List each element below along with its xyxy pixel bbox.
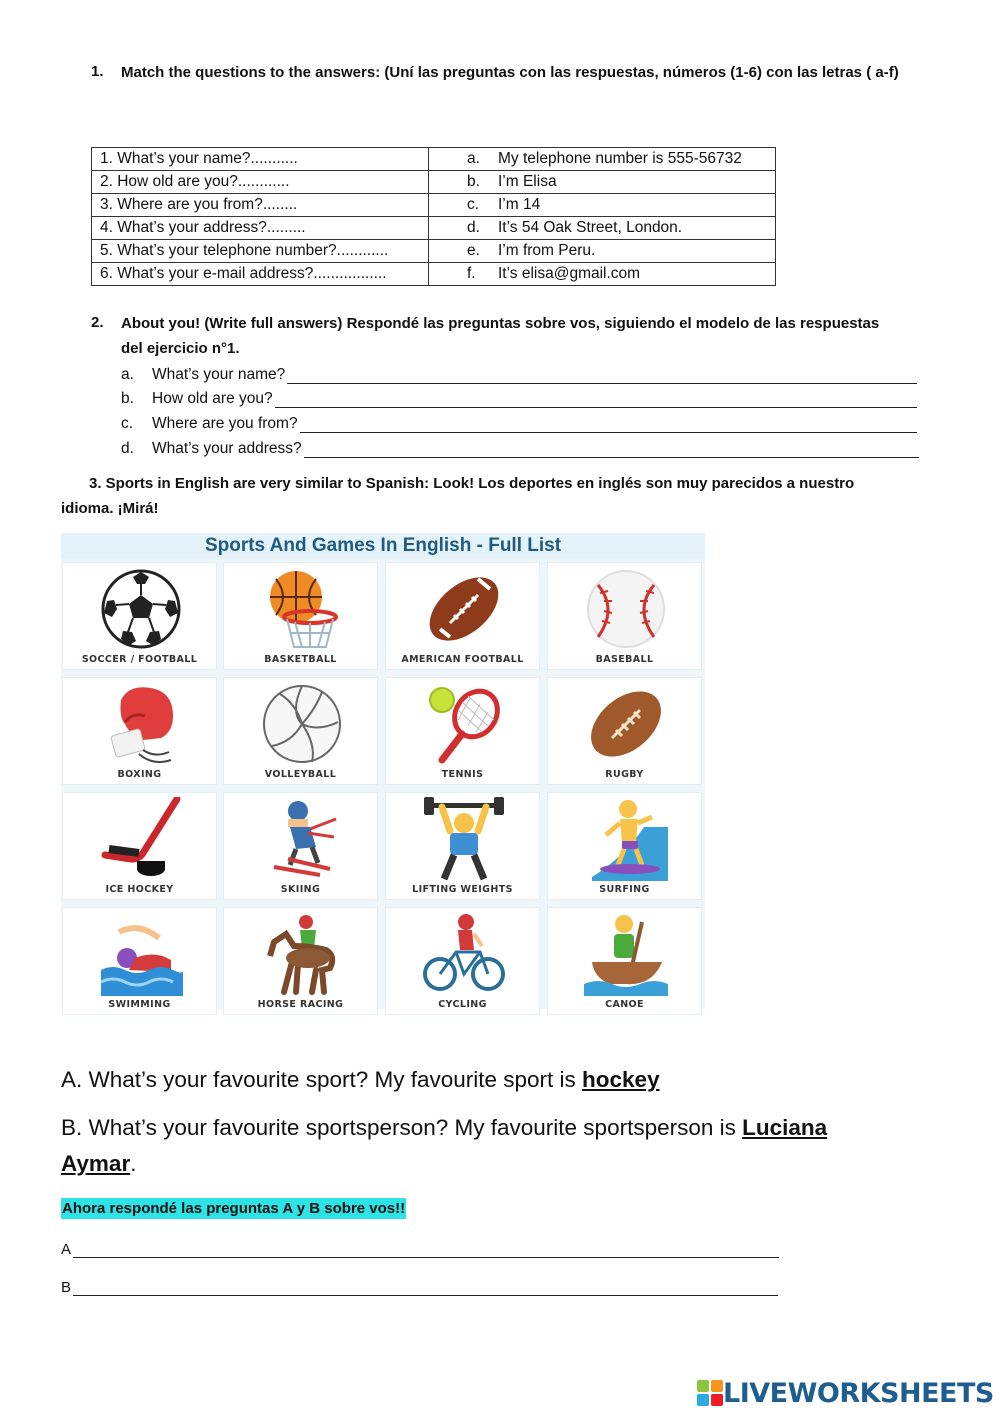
answer-cell [429, 217, 776, 240]
example-b-answer-last: Aymar [61, 1151, 131, 1176]
sport-label: SWIMMING [108, 999, 171, 1010]
example-a-question: A. What’s your favourite sport? My favourite sport is [61, 1067, 583, 1092]
answer-letter: b. [467, 173, 480, 190]
sport-label: AMERICAN FOOTBALL [401, 654, 524, 665]
exercise-2-instruction-line2: del ejercicio n°1. [121, 340, 240, 357]
write-line[interactable] [287, 367, 917, 384]
answer-line-age[interactable] [121, 386, 917, 408]
sport-card [62, 562, 217, 670]
sport-card [223, 792, 378, 900]
write-line[interactable] [304, 441, 919, 458]
answer-letter: e. [467, 242, 480, 259]
answer-line-label: B [61, 1279, 72, 1296]
exercise-1-number: 1. [91, 63, 104, 80]
exercise-1-instruction: Match the questions to the answers: (Uní las preguntas con las respuestas, números (1-6) con las letras ( a-f) [121, 64, 899, 81]
example-a-answer: hockey [582, 1067, 660, 1092]
example-b-cont [61, 1146, 136, 1182]
question-cell: 6. What’s your e-mail address?................. [92, 263, 429, 286]
sport-label: CYCLING [438, 999, 487, 1010]
item-question: What’s your address? [152, 440, 302, 457]
weightlifter-icon [422, 797, 506, 881]
sport-card [223, 677, 378, 785]
sport-card [547, 562, 702, 670]
american-football-icon [422, 567, 506, 651]
table-row [92, 263, 776, 286]
sport-card [62, 792, 217, 900]
soccer-ball-icon [99, 567, 183, 651]
write-line[interactable] [73, 1241, 779, 1258]
sport-card [547, 907, 702, 1015]
horse-racing-icon [260, 912, 344, 996]
answer-cell [429, 263, 776, 286]
baseball-icon [584, 567, 668, 651]
question-cell: 1. What’s your name?........... [92, 148, 429, 171]
exercise-2-number: 2. [91, 314, 104, 331]
answer-letter: c. [467, 196, 480, 213]
sport-card [385, 677, 540, 785]
answer-line-a[interactable] [61, 1236, 779, 1258]
item-letter: c. [121, 415, 134, 432]
answer-letter: a. [467, 150, 480, 167]
write-line[interactable] [275, 391, 917, 408]
answer-line-b[interactable] [61, 1274, 778, 1296]
liveworksheets-logo-icon [697, 1380, 723, 1406]
example-b-question: B. What’s your favourite sportsperson? My favourite sportsperson is [61, 1115, 743, 1140]
sport-card [223, 907, 378, 1015]
answer-cell [429, 240, 776, 263]
table-row [92, 217, 776, 240]
answer-text: I’m from Peru. [498, 242, 596, 259]
example-b-answer-first: Luciana [742, 1115, 828, 1140]
answer-cell [429, 148, 776, 171]
basketball-icon [260, 567, 344, 651]
item-question: How old are you? [152, 390, 273, 407]
boxing-glove-icon [99, 682, 183, 766]
sport-label: SKIING [280, 884, 321, 895]
exercise-3-instruction-line1: 3. Sports in English are very similar to Spanish: Look! Los deportes en inglés son muy parecidos a nuestro [89, 475, 855, 492]
instruction-highlight: Ahora respondé las preguntas A y B sobre vos!! [62, 1200, 406, 1217]
item-letter: d. [121, 440, 134, 457]
sport-label: HORSE RACING [257, 999, 344, 1010]
volleyball-icon [260, 682, 344, 766]
example-a [61, 1062, 660, 1098]
sport-label: SURFING [599, 884, 650, 895]
item-letter: b. [121, 390, 134, 407]
answer-text: My telephone number is 555-56732 [498, 150, 742, 167]
sport-label: BOXING [117, 769, 162, 780]
skier-icon [260, 797, 344, 881]
swimmer-icon [99, 912, 183, 996]
sport-card [547, 677, 702, 785]
answer-line-label: A [61, 1241, 72, 1258]
tennis-racket-icon [422, 682, 506, 766]
answer-text: It’s 54 Oak Street, London. [498, 219, 683, 236]
table-row [92, 171, 776, 194]
sport-card [385, 562, 540, 670]
sports-grid [61, 533, 705, 1009]
sport-card [62, 907, 217, 1015]
answer-line-from[interactable] [121, 411, 917, 433]
sport-card [223, 562, 378, 670]
answer-text: I’m 14 [498, 196, 541, 213]
answer-text: It’s elisa@gmail.com [498, 265, 641, 282]
item-question: Where are you from? [152, 415, 298, 432]
write-line[interactable] [73, 1279, 778, 1296]
question-cell: 2. How old are you?............ [92, 171, 429, 194]
ice-hockey-icon [99, 797, 183, 881]
question-cell: 3. Where are you from?........ [92, 194, 429, 217]
canoe-icon [584, 912, 668, 996]
answer-cell [429, 194, 776, 217]
sport-label: LIFTING WEIGHTS [412, 884, 513, 895]
sport-card [62, 677, 217, 785]
table-row [92, 240, 776, 263]
sport-label: ICE HOCKEY [105, 884, 174, 895]
answer-line-address[interactable] [121, 436, 919, 458]
answer-letter: d. [467, 219, 480, 236]
sports-grid-title: Sports And Games In English - Full List [61, 533, 705, 559]
surfer-icon [584, 797, 668, 881]
example-b-period: . [130, 1151, 137, 1176]
sport-label: BASEBALL [595, 654, 654, 665]
item-letter: a. [121, 366, 134, 383]
sport-label: VOLLEYBALL [264, 769, 337, 780]
sport-label: SOCCER / FOOTBALL [81, 654, 198, 665]
cyclist-icon [422, 912, 506, 996]
rugby-ball-icon [584, 682, 668, 766]
question-cell: 4. What’s your address?......... [92, 217, 429, 240]
liveworksheets-wordmark: LIVEWORKSHEETS [723, 1377, 994, 1409]
liveworksheets-logo [697, 1376, 994, 1410]
answer-cell [429, 171, 776, 194]
exercise-3-instruction-line2: idioma. ¡Mirá! [61, 500, 159, 517]
sport-label: BASKETBALL [264, 654, 337, 665]
answer-letter: f. [467, 265, 476, 282]
answer-text: I’m Elisa [498, 173, 557, 190]
sport-label: RUGBY [605, 769, 644, 780]
sport-card [547, 792, 702, 900]
match-table [91, 147, 776, 286]
question-cell: 5. What’s your telephone number?............ [92, 240, 429, 263]
write-line[interactable] [300, 416, 917, 433]
sport-label: TENNIS [441, 769, 484, 780]
item-question: What’s your name? [152, 366, 286, 383]
sport-label: CANOE [605, 999, 644, 1010]
table-row [92, 148, 776, 171]
table-row [92, 194, 776, 217]
example-b [61, 1110, 827, 1146]
sport-card [385, 907, 540, 1015]
answer-line-name[interactable] [121, 362, 917, 384]
sport-card [385, 792, 540, 900]
exercise-2-instruction-line1: About you! (Write full answers) Respondé las preguntas sobre vos, siguiendo el modelo de las respuestas [121, 315, 880, 332]
